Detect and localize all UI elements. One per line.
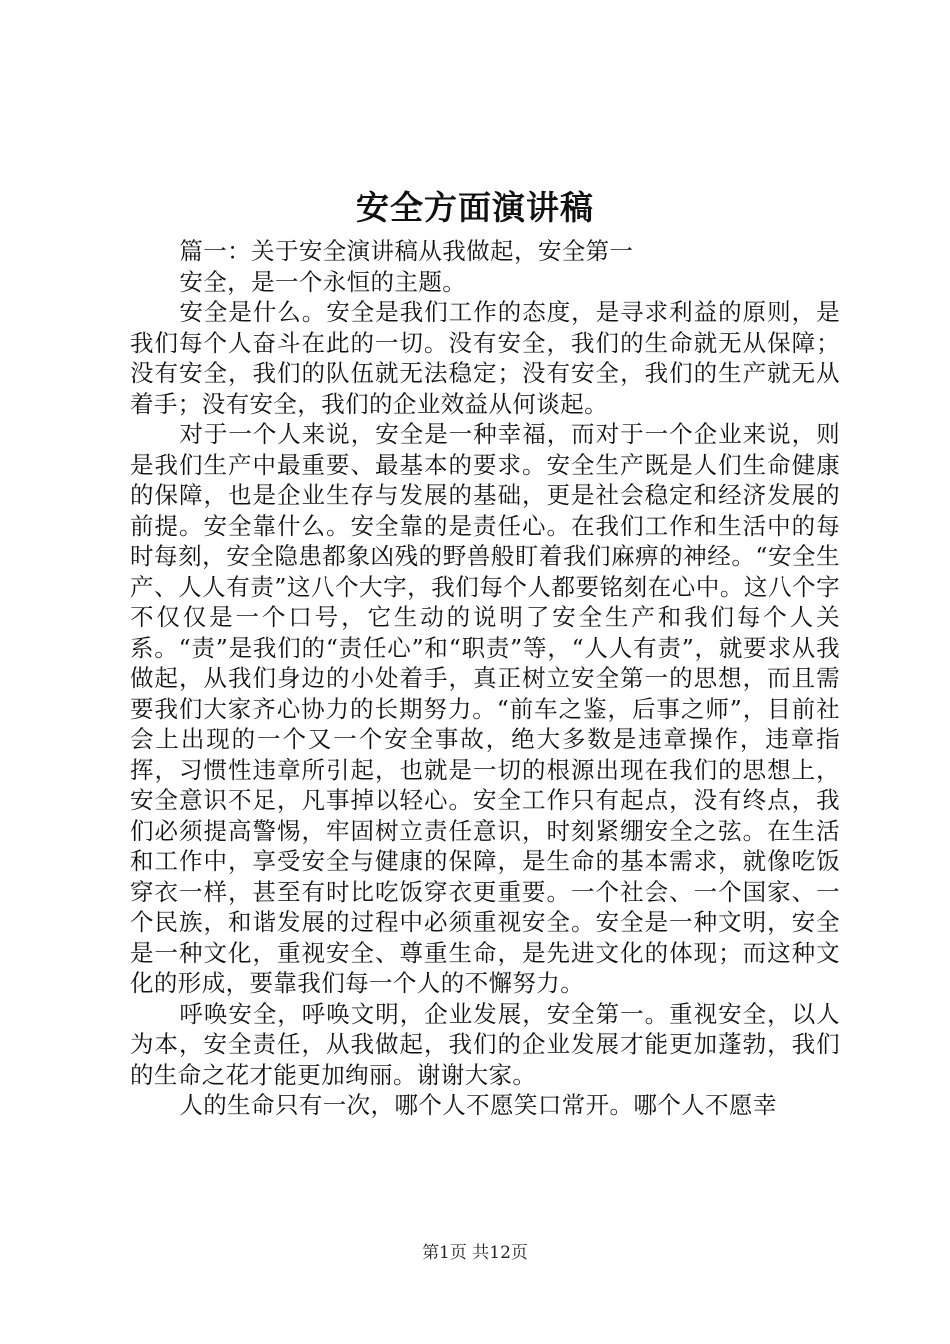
document-body [130,236,840,1121]
paragraph: 人的生命只有一次，哪个人不愿笑口常开。哪个人不愿幸 [179,1091,777,1119]
page-total: 共12页 [472,1243,528,1263]
paragraph: 安全，是一个永恒的主题。 [179,267,467,296]
page-footer [0,1242,950,1264]
document-title: 安全方面演讲稿 [356,188,594,227]
page-number: 第1页 [422,1243,467,1263]
paragraph: 呼唤安全，呼唤文明，企业发展，安全第一。重视安全，以人为本，安全责任，从我做起，我们的企业发展才能更加蓬勃，我们的生命之花才能更加绚丽。谢谢大家。 [130,999,840,1089]
paragraph: 安全是什么。安全是我们工作的态度，是寻求利益的原则，是我们每个人奋斗在此的一切。没有安全，我们的生命就无从保障；没有安全，我们的队伍就无法稳定；没有安全，我们的生产就无从着手；没有安全，我们的企业效益从何谈起。 [130,298,840,418]
paragraph-heading: 篇一：关于安全演讲稿从我做起，安全第一 [179,237,634,265]
paragraph: 对于一个人来说，安全是一种幸福，而对于一个企业来说，则是我们生产中最重要、最基本的要求。安全生产既是人们生命健康的保障，也是企业生存与发展的基础，更是社会稳定和经济发展的前提。安全靠什么。安全靠的是责任心。在我们工作和生活中的每时每刻，安全隐患都象凶残的野兽般盯着我们麻痹的神经。“安全生产、人人有责”这八个大字，我们每个人都要铭刻在心中。这八个字不仅仅是一个口号，它生动的说明了安全生产和我们每个人关系。“责”是我们的“责任心”和“职责”等，“人人有责”，就要求从我做起，从我们身边的小处着手，真正树立安全第一的思想，而且需要我们大家齐心协力的长期努力。“前车之鉴，后事之师”，目前社会上出现的一个又一个安全事故，绝大多数是违章操作，违章指挥，习惯性违章所引起，也就是一切的根源出现在我们的思想上，安全意识不足，凡事掉以轻心。安全工作只有起点，没有终点，我们必须提高警惕，牢固树立责任意识，时刻紧绷安全之弦。在生活和工作中，享受安全与健康的保障，是生命的基本需求，就像吃饭穿衣一样，甚至有时比吃饭穿衣更重要。一个社会、一个国家、一个民族，和谐发展的过程中必须重视安全。安全是一种文明，安全是一种文化，重视安全、尊重生命，是先进文化的体现；而这种文化的形成，要靠我们每一个人的不懈努力。 [130,420,840,997]
